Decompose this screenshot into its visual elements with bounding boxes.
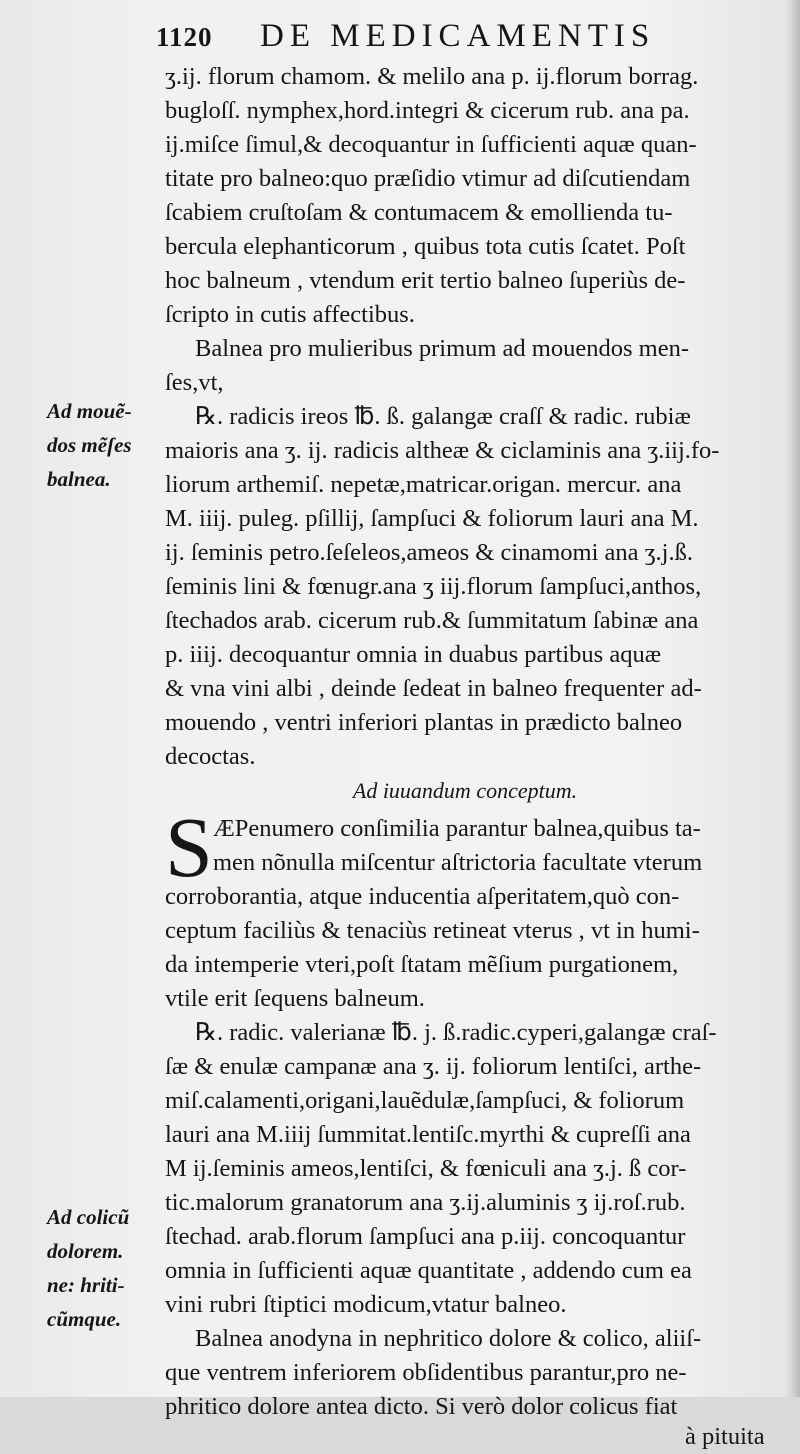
recipe-first-line: ℞. radicis ireos ℔. ß. galangæ craſſ & radic. rubiæ [195, 403, 691, 430]
margin-note-line: dolorem. [47, 1239, 124, 1263]
paragraph-first-line: Balnea anodyna in nephritico dolore & colico, aliiſ- [195, 1325, 702, 1352]
section-heading: Ad iuuandum conceptum. [352, 778, 578, 803]
text-line: ʒ.ij. florum chamom. & melilo ana p. ij.florum borrag. [165, 63, 699, 90]
text-line: bugloſſ. nymphex,hord.integri & cicerum rub. ana pa. [165, 97, 690, 124]
text-line: ſcabiem cruſtoſam & contumacem & emollienda tu- [165, 199, 673, 226]
text-line: ceptum faciliùs & tenaciùs retineat vterus , vt in humi- [165, 917, 700, 944]
text-line: ſæ & enulæ campanæ ana ʒ. ij. foliorum lentiſci, arthe- [165, 1053, 702, 1080]
text-line: ſes,vt, [165, 369, 224, 396]
text-line: da intemperie vteri,poſt ſtatam mẽſium purgationem, [165, 951, 679, 978]
margin-note-line: Ad colicũ [47, 1205, 130, 1229]
margin-note-line: dos mẽſes [47, 433, 132, 457]
text-line: titate pro balneo:quo præſidio vtimur ad diſcutiendam [165, 165, 691, 192]
text-line: & vna vini albi , deinde ſedeat in balneo frequenter ad- [165, 675, 702, 702]
text-line: M ij.ſeminis ameos,lentiſci, & fœniculi ana ʒ.j. ß cor- [165, 1155, 687, 1182]
margin-note-line: ne: hriti- [47, 1273, 125, 1297]
margin-note-line: Ad mouẽ- [47, 399, 132, 423]
paragraph-first-line: Balnea pro mulieribus primum ad mouendos men- [195, 335, 689, 362]
text-line: ij.miſce ſimul,& decoquantur in ſufficienti aquæ quan- [165, 131, 697, 158]
text-line: mouendo , ventri inferiori plantas in prædicto balneo [165, 709, 683, 736]
page-edge-shadow [786, 0, 800, 1397]
text-line: ſeminis lini & fœnugr.ana ʒ iij.florum ſampſuci,anthos, [165, 573, 702, 600]
dropcap: S [165, 799, 213, 895]
catchword: à pituita [685, 1423, 765, 1450]
text-line: vtile erit ſequens balneum. [165, 985, 425, 1012]
running-head: DE MEDICAMENTIS [260, 18, 656, 54]
text-line: decoctas. [165, 743, 256, 770]
margin-note-line: cũmque. [47, 1307, 122, 1331]
text-line: ſcripto in cutis affectibus. [165, 301, 415, 328]
text-line: corroborantia, atque inducentia aſperitatem,quò con- [165, 883, 680, 910]
text-line: ÆPenumero conſimilia parantur balnea,quibus ta- [213, 815, 701, 842]
text-line: miſ.calamenti,origani,lauẽdulæ,ſampſuci, & foliorum [165, 1087, 685, 1114]
text-line: omnia in ſufficienti aquæ quantitate , addendo cum ea [165, 1257, 692, 1284]
text-line: ij. ſeminis petro.ſeſeleos,ameos & cinamomi ana ʒ.j.ß. [165, 539, 693, 566]
page-header [156, 18, 756, 62]
text-line: lauri ana M.iiij ſummitat.lentiſc.myrthi & cupreſſi ana [165, 1121, 691, 1148]
text-line: que ventrem inferiorem obſidentibus parantur,pro ne- [165, 1359, 687, 1386]
text-line: ſtechados arab. cicerum rub.& ſummitatum ſabinæ ana [165, 607, 699, 634]
text-line: ſtechad. arab.florum ſampſuci ana p.iij. concoquantur [165, 1223, 686, 1250]
text-line: liorum arthemiſ. nepetæ,matricar.origan. mercur. ana [165, 471, 682, 498]
margin-note-line: balnea. [47, 467, 111, 491]
text-line: maioris ana ʒ. ij. radicis altheæ & ciclaminis ana ʒ.iij.fo- [165, 437, 720, 464]
text-line: men nõnulla miſcentur aſtrictoria facultate vterum [213, 849, 703, 876]
text-line: hoc balneum , vtendum erit tertio balneo ſuperiùs de- [165, 267, 686, 294]
text-line: tic.malorum granatorum ana ʒ.ij.aluminis ʒ ij.roſ.rub. [165, 1189, 686, 1216]
text-line: bercula elephanticorum , quibus tota cutis ſcatet. Poſt [165, 233, 686, 260]
text-line: phritico dolore antea dicto. Si verò dolor colicus fiat [165, 1393, 678, 1420]
text-line: vini rubri ſtiptici modicum,vtatur balneo. [165, 1291, 567, 1318]
page-number: 1120 [156, 22, 213, 52]
text-line: p. iiij. decoquantur omnia in duabus partibus aquæ [165, 641, 662, 668]
recipe-first-line: ℞. radic. valerianæ ℔. j. ß.radic.cyperi,galangæ craſ- [195, 1019, 717, 1046]
text-line: M. iiij. puleg. pſillij, ſampſuci & foliorum lauri ana M. [165, 505, 699, 532]
